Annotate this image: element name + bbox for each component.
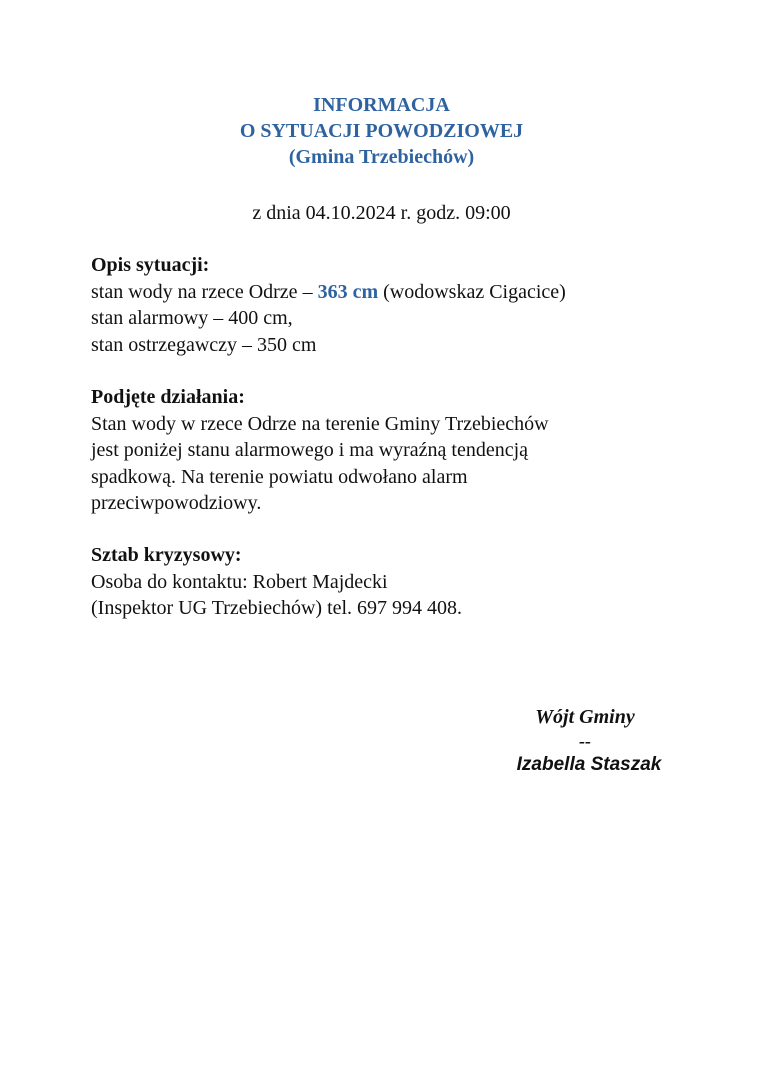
alarm-level-line: stan alarmowy – 400 cm,	[91, 307, 293, 329]
water-level-suffix: (wodowskaz Cigacice)	[378, 280, 566, 303]
actions-line-3: spadkową. Na terenie powiatu odwołano alarm	[91, 465, 468, 488]
title-line-3: (Gmina Trzebiechów)	[288, 146, 475, 168]
actions-line-2: jest poniżej stanu alarmowego i ma wyraźną tendencją	[91, 439, 529, 461]
contact-phone-line: (Inspektor UG Trzebiechów) tel. 697 994 408.	[91, 597, 463, 619]
warning-level-line: stan ostrzegawczy – 350 cm	[91, 333, 317, 356]
actions-heading: Podjęte działania:	[91, 386, 245, 408]
signature-name: Izabella Staszak	[516, 754, 662, 775]
signature-separator: --	[579, 731, 591, 751]
crisis-staff-section	[91, 542, 691, 622]
situation-heading: Opis sytuacji:	[91, 254, 210, 276]
actions-line-4: przeciwpowodziowy.	[91, 492, 262, 514]
signature-title: Wójt Gminy	[535, 706, 635, 728]
contact-person-line: Osoba do kontaktu: Robert Majdecki	[91, 570, 388, 593]
actions-line-1: Stan wody w rzece Odrze na terenie Gminy Trzebiechów	[91, 412, 549, 435]
actions-section	[91, 384, 691, 517]
water-level-prefix: stan wody na rzece Odrze –	[91, 280, 318, 303]
title-line-2: O SYTUACJI POWODZIOWEJ	[239, 120, 524, 142]
crisis-staff-heading: Sztab kryzysowy:	[91, 544, 242, 566]
report-date: z dnia 04.10.2024 r. godz. 09:00	[252, 202, 511, 224]
signature-block	[480, 704, 690, 778]
water-level-line	[91, 279, 691, 306]
situation-section	[91, 252, 691, 358]
document-title	[0, 92, 763, 170]
title-line-1: INFORMACJA	[313, 94, 450, 116]
water-level-value: 363 cm	[317, 280, 379, 303]
